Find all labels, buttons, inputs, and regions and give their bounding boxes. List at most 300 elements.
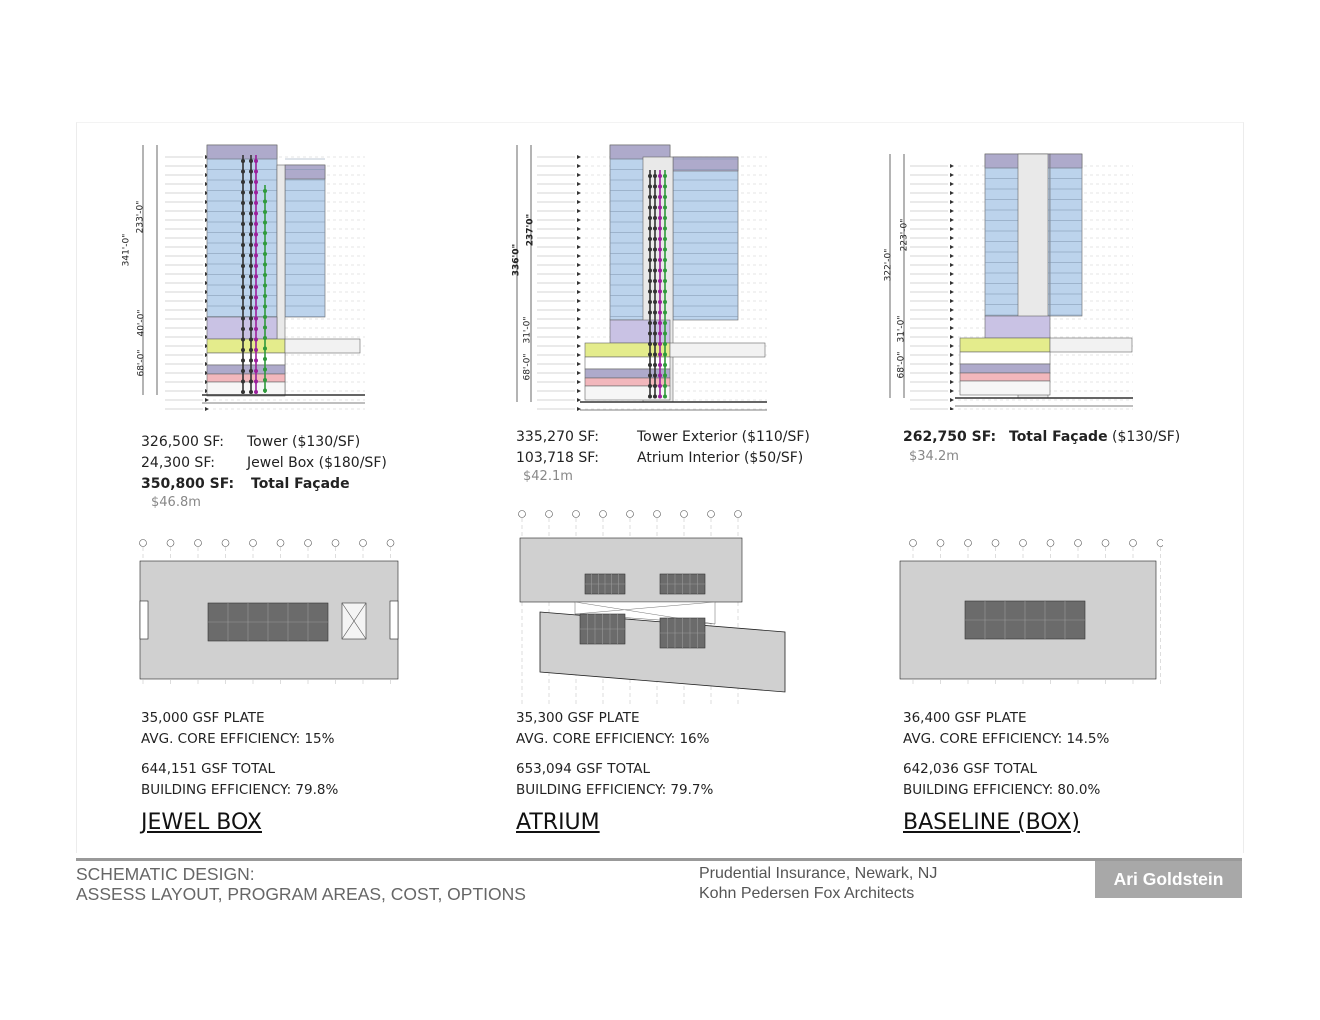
riser-node xyxy=(653,174,657,178)
area-desc: Atrium Interior ($50/SF) xyxy=(637,450,804,466)
riser-node xyxy=(658,332,662,336)
fitness-floor xyxy=(207,339,285,353)
footer-divider xyxy=(76,858,1242,861)
area-desc: Total Façade xyxy=(251,476,350,492)
riser-node xyxy=(653,248,657,252)
riser-node xyxy=(648,248,652,252)
riser-node xyxy=(648,311,652,315)
riser-node xyxy=(648,185,652,189)
area-sf: 262,750 SF: xyxy=(903,429,997,445)
total-gsf: 653,094 GSF TOTAL xyxy=(516,761,651,777)
cost-atrium: $42.1m xyxy=(523,469,573,484)
level-marker xyxy=(950,371,954,375)
riser-node xyxy=(241,159,245,163)
riser-node xyxy=(658,374,662,378)
riser-node xyxy=(249,264,253,268)
riser-node xyxy=(648,384,652,388)
grid-bubble xyxy=(222,540,229,547)
riser-node xyxy=(648,395,652,399)
core-efficiency: AVG. CORE EFFICIENCY: 16% xyxy=(516,731,710,747)
level-marker xyxy=(577,317,581,321)
riser-node xyxy=(663,195,667,199)
riser-node xyxy=(249,275,253,279)
riser-node xyxy=(254,264,258,268)
grid-bubble xyxy=(654,511,661,518)
level-marker xyxy=(577,164,581,168)
floor-plate-north xyxy=(520,538,742,602)
fitness-floor xyxy=(585,343,670,357)
riser-node xyxy=(658,384,662,388)
riser-node xyxy=(658,395,662,399)
riser-node xyxy=(663,321,667,325)
grid-bubble xyxy=(708,511,715,518)
riser-node xyxy=(648,374,652,378)
riser-node xyxy=(241,285,245,289)
cost-jewel-box: $46.8m xyxy=(151,495,201,510)
grid-bubble xyxy=(573,511,580,518)
riser-node xyxy=(254,275,258,279)
riser-node xyxy=(241,212,245,216)
riser-node xyxy=(241,264,245,268)
parking-floor xyxy=(207,382,285,396)
area-sf: 350,800 SF: xyxy=(141,476,235,492)
riser-node xyxy=(663,237,667,241)
footer-phase-subtitle: ASSESS LAYOUT, PROGRAM AREAS, COST, OPTIONS xyxy=(76,884,526,904)
floor-plan-atrium xyxy=(495,506,790,728)
level-marker xyxy=(577,389,581,393)
level-marker xyxy=(577,191,581,195)
footer-phase-title: SCHEMATIC DESIGN: xyxy=(76,864,255,884)
riser-node xyxy=(653,185,657,189)
riser-node xyxy=(249,317,253,321)
level-marker xyxy=(950,173,954,177)
riser-node xyxy=(658,279,662,283)
riser-node xyxy=(653,206,657,210)
riser-node xyxy=(241,222,245,226)
riser-node xyxy=(648,269,652,273)
footer-client-info xyxy=(699,864,937,904)
level-marker xyxy=(950,308,954,312)
riser-node xyxy=(658,227,662,231)
area-desc-rate: ($130/SF) xyxy=(1107,429,1181,445)
level-marker xyxy=(950,344,954,348)
riser-node xyxy=(658,195,662,199)
area-row xyxy=(516,448,826,469)
grid-bubble xyxy=(1075,540,1082,547)
plate-gsf: 35,000 GSF PLATE xyxy=(141,710,265,726)
grid-bubble xyxy=(681,511,688,518)
grid-bubble xyxy=(195,540,202,547)
grid-bubble xyxy=(1020,540,1027,547)
level-marker xyxy=(577,308,581,312)
riser-node xyxy=(263,294,267,298)
riser-node xyxy=(653,258,657,262)
riser-node xyxy=(658,321,662,325)
cost-baseline: $34.2m xyxy=(909,449,959,464)
riser-node xyxy=(663,353,667,357)
area-row xyxy=(516,427,826,448)
building-efficiency: BUILDING EFFICIENCY: 80.0% xyxy=(903,782,1101,798)
height-mid: 31'-0" xyxy=(896,315,907,343)
level-marker xyxy=(577,254,581,258)
riser-node xyxy=(263,200,267,204)
riser-node xyxy=(249,191,253,195)
riser-node xyxy=(663,258,667,262)
level-marker xyxy=(577,290,581,294)
riser-node xyxy=(249,359,253,363)
riser-node xyxy=(249,296,253,300)
plate-stats-atrium xyxy=(516,708,713,801)
riser-node xyxy=(663,395,667,399)
riser-node xyxy=(658,311,662,315)
riser-node xyxy=(648,227,652,231)
riser-node xyxy=(648,206,652,210)
riser-node xyxy=(241,327,245,331)
height-tower: 237'0" xyxy=(525,213,536,247)
riser-node xyxy=(241,180,245,184)
height-tower: 223'-0" xyxy=(899,218,910,252)
riser-node xyxy=(249,390,253,394)
height-mid: 31'-0" xyxy=(522,316,533,344)
core-efficiency: AVG. CORE EFFICIENCY: 15% xyxy=(141,731,335,747)
riser-node xyxy=(254,170,258,174)
lobby-floor xyxy=(585,357,670,369)
area-desc: Jewel Box ($180/SF) xyxy=(247,455,387,471)
conference-floor xyxy=(1050,338,1132,352)
grid-bubble xyxy=(305,540,312,547)
level-marker xyxy=(950,209,954,213)
section-drawing-atrium xyxy=(505,130,775,415)
grid-bubble xyxy=(1157,540,1163,547)
plate-gsf: 35,300 GSF PLATE xyxy=(516,710,640,726)
riser-node xyxy=(254,348,258,352)
riser-node xyxy=(653,269,657,273)
riser-node xyxy=(653,227,657,231)
basement-mech xyxy=(207,365,285,374)
grid-bubble xyxy=(332,540,339,547)
level-marker xyxy=(950,263,954,267)
riser-node xyxy=(249,306,253,310)
riser-node xyxy=(663,227,667,231)
riser-node xyxy=(648,353,652,357)
height-total: 336'0" xyxy=(511,243,522,277)
tower-volume xyxy=(285,165,325,317)
riser-node xyxy=(653,363,657,367)
riser-node xyxy=(653,321,657,325)
riser-node xyxy=(241,338,245,342)
riser-node xyxy=(249,212,253,216)
level-marker xyxy=(577,299,581,303)
level-marker xyxy=(577,236,581,240)
basement-mech xyxy=(585,369,670,378)
riser-node xyxy=(663,342,667,346)
riser-node xyxy=(648,174,652,178)
riser-node xyxy=(241,191,245,195)
riser-node xyxy=(648,321,652,325)
level-marker xyxy=(577,218,581,222)
riser-node xyxy=(263,378,267,382)
riser-node xyxy=(263,315,267,319)
riser-node xyxy=(653,332,657,336)
level-marker xyxy=(950,245,954,249)
cafe-floor xyxy=(985,316,1050,338)
riser-node xyxy=(249,285,253,289)
floor-plan-baseline xyxy=(873,535,1163,695)
riser-node xyxy=(653,195,657,199)
riser-node xyxy=(249,170,253,174)
height-total: 341'-0" xyxy=(121,233,132,267)
riser-node xyxy=(241,201,245,205)
riser-node xyxy=(653,300,657,304)
plate-stats-jewel-box xyxy=(141,708,338,801)
level-marker xyxy=(577,281,581,285)
basement-mech xyxy=(960,364,1050,373)
level-marker xyxy=(950,290,954,294)
level-marker xyxy=(577,155,581,159)
area-desc: Total Façade xyxy=(1009,429,1108,445)
riser-node xyxy=(241,317,245,321)
grid-bubble xyxy=(277,540,284,547)
riser-node xyxy=(663,332,667,336)
riser-node xyxy=(249,327,253,331)
level-marker xyxy=(950,326,954,330)
mechanical-floor xyxy=(1050,154,1082,168)
option-title-baseline: BASELINE (BOX) xyxy=(903,810,1080,835)
riser-node xyxy=(658,206,662,210)
riser-node xyxy=(254,296,258,300)
grid-bubble xyxy=(1102,540,1109,547)
level-marker xyxy=(950,398,954,402)
area-sf: 24,300 SF: xyxy=(141,455,216,471)
grid-bubble xyxy=(250,540,257,547)
grid-bubble xyxy=(965,540,972,547)
riser-node xyxy=(653,342,657,346)
riser-node xyxy=(663,279,667,283)
riser-node xyxy=(263,305,267,309)
riser-node xyxy=(263,357,267,361)
riser-node xyxy=(254,327,258,331)
riser-node xyxy=(663,300,667,304)
riser-node xyxy=(648,332,652,336)
riser-node xyxy=(648,258,652,262)
riser-node xyxy=(263,189,267,193)
riser-node xyxy=(249,254,253,258)
level-marker xyxy=(950,299,954,303)
riser-node xyxy=(663,248,667,252)
riser-node xyxy=(263,242,267,246)
riser-node xyxy=(653,279,657,283)
riser-node xyxy=(658,258,662,262)
riser-node xyxy=(241,390,245,394)
riser-node xyxy=(658,248,662,252)
riser-node xyxy=(263,221,267,225)
riser-node xyxy=(663,290,667,294)
riser-node xyxy=(658,342,662,346)
health-floor xyxy=(960,373,1050,381)
health-floor xyxy=(585,378,670,386)
plate-gsf: 36,400 GSF PLATE xyxy=(903,710,1027,726)
footer-architect: Kohn Pedersen Fox Architects xyxy=(699,885,915,902)
riser-node xyxy=(663,363,667,367)
riser-node xyxy=(653,353,657,357)
riser-node xyxy=(249,159,253,163)
riser-node xyxy=(249,243,253,247)
level-marker xyxy=(950,182,954,186)
riser-node xyxy=(263,326,267,330)
footer-project-phase xyxy=(76,864,526,904)
riser-node xyxy=(241,254,245,258)
level-marker xyxy=(950,200,954,204)
riser-node xyxy=(648,279,652,283)
level-marker xyxy=(950,191,954,195)
grid-bubble xyxy=(519,511,526,518)
riser-node xyxy=(658,290,662,294)
grid-bubble xyxy=(937,540,944,547)
option-title-atrium: ATRIUM xyxy=(516,810,600,835)
grid-bubble xyxy=(546,511,553,518)
riser-node xyxy=(249,201,253,205)
riser-node xyxy=(241,306,245,310)
riser-node xyxy=(663,374,667,378)
notch xyxy=(390,601,398,639)
level-marker xyxy=(577,182,581,186)
grid-bubble xyxy=(167,540,174,547)
riser-node xyxy=(254,285,258,289)
grid-bubble xyxy=(627,511,634,518)
level-marker xyxy=(950,281,954,285)
conference-floor xyxy=(670,343,765,357)
riser-node xyxy=(254,159,258,163)
footer-client: Prudential Insurance, Newark, NJ xyxy=(699,865,938,882)
height-base: 68'-0" xyxy=(896,351,907,379)
level-marker xyxy=(577,326,581,330)
riser-node xyxy=(241,348,245,352)
level-marker xyxy=(950,362,954,366)
area-desc: Tower Exterior ($110/SF) xyxy=(637,429,810,445)
grid-bubble xyxy=(1130,540,1137,547)
section-drawing-baseline xyxy=(878,140,1140,410)
riser-node xyxy=(254,233,258,237)
riser-node xyxy=(254,380,258,384)
grid-bubble xyxy=(992,540,999,547)
level-marker xyxy=(205,398,209,402)
riser-node xyxy=(254,180,258,184)
level-marker xyxy=(577,335,581,339)
riser-node xyxy=(648,290,652,294)
level-marker xyxy=(950,236,954,240)
plate-stats-baseline xyxy=(903,708,1109,801)
riser-node xyxy=(663,185,667,189)
area-stats-baseline xyxy=(903,427,1193,448)
riser-node xyxy=(249,222,253,226)
total-gsf: 644,151 GSF TOTAL xyxy=(141,761,276,777)
level-marker xyxy=(950,389,954,393)
core-efficiency: AVG. CORE EFFICIENCY: 14.5% xyxy=(903,731,1110,747)
riser-node xyxy=(263,273,267,277)
section-drawing-jewel-box xyxy=(115,125,370,415)
riser-node xyxy=(658,269,662,273)
riser-node xyxy=(254,317,258,321)
grid-bubble xyxy=(735,511,742,518)
riser-node xyxy=(241,243,245,247)
level-marker xyxy=(577,209,581,213)
riser-node xyxy=(658,300,662,304)
riser-node xyxy=(653,311,657,315)
riser-node xyxy=(658,174,662,178)
riser-node xyxy=(249,180,253,184)
area-row xyxy=(141,453,411,474)
riser-node xyxy=(254,243,258,247)
riser-node xyxy=(653,384,657,388)
lobby-floor xyxy=(960,352,1050,364)
area-sf: 326,500 SF: xyxy=(141,434,224,450)
riser-node xyxy=(263,389,267,393)
level-marker xyxy=(577,344,581,348)
riser-node xyxy=(254,390,258,394)
floor-plan-jewel-box xyxy=(115,535,410,695)
riser-node xyxy=(241,275,245,279)
grid-bubble xyxy=(910,540,917,547)
level-marker xyxy=(950,335,954,339)
riser-node xyxy=(254,359,258,363)
notch xyxy=(140,601,148,639)
level-marker xyxy=(950,218,954,222)
riser-node xyxy=(648,363,652,367)
riser-node xyxy=(241,359,245,363)
level-marker xyxy=(577,380,581,384)
riser-node xyxy=(254,191,258,195)
author-badge: Ari Goldstein xyxy=(1095,861,1242,898)
area-desc: Tower ($130/SF) xyxy=(247,434,361,450)
riser-node xyxy=(254,222,258,226)
level-marker xyxy=(577,272,581,276)
area-row-total xyxy=(141,474,411,495)
health-floor xyxy=(207,374,285,382)
riser-node xyxy=(653,290,657,294)
area-sf: 103,718 SF: xyxy=(516,450,599,466)
riser-node xyxy=(249,348,253,352)
riser-node xyxy=(254,369,258,373)
riser-node xyxy=(254,201,258,205)
mechanical-floor xyxy=(285,165,325,179)
level-marker xyxy=(950,353,954,357)
total-gsf: 642,036 GSF TOTAL xyxy=(903,761,1038,777)
riser-node xyxy=(663,216,667,220)
riser-node xyxy=(663,384,667,388)
riser-node xyxy=(653,237,657,241)
riser-node xyxy=(653,216,657,220)
level-marker xyxy=(577,371,581,375)
riser-node xyxy=(241,380,245,384)
riser-node xyxy=(263,263,267,267)
riser-node xyxy=(263,368,267,372)
level-marker xyxy=(950,380,954,384)
area-row xyxy=(141,432,411,453)
parking-floor xyxy=(960,381,1050,395)
riser-node xyxy=(254,254,258,258)
area-stats-jewel-box xyxy=(141,432,411,495)
grid-bubble xyxy=(360,540,367,547)
riser-node xyxy=(648,195,652,199)
level-marker xyxy=(950,164,954,168)
level-marker xyxy=(577,227,581,231)
riser-node xyxy=(249,380,253,384)
building-efficiency: BUILDING EFFICIENCY: 79.8% xyxy=(141,782,339,798)
riser-node xyxy=(263,284,267,288)
riser-node xyxy=(648,237,652,241)
height-total: 322'-0" xyxy=(883,248,894,282)
grid-bubble xyxy=(1047,540,1054,547)
